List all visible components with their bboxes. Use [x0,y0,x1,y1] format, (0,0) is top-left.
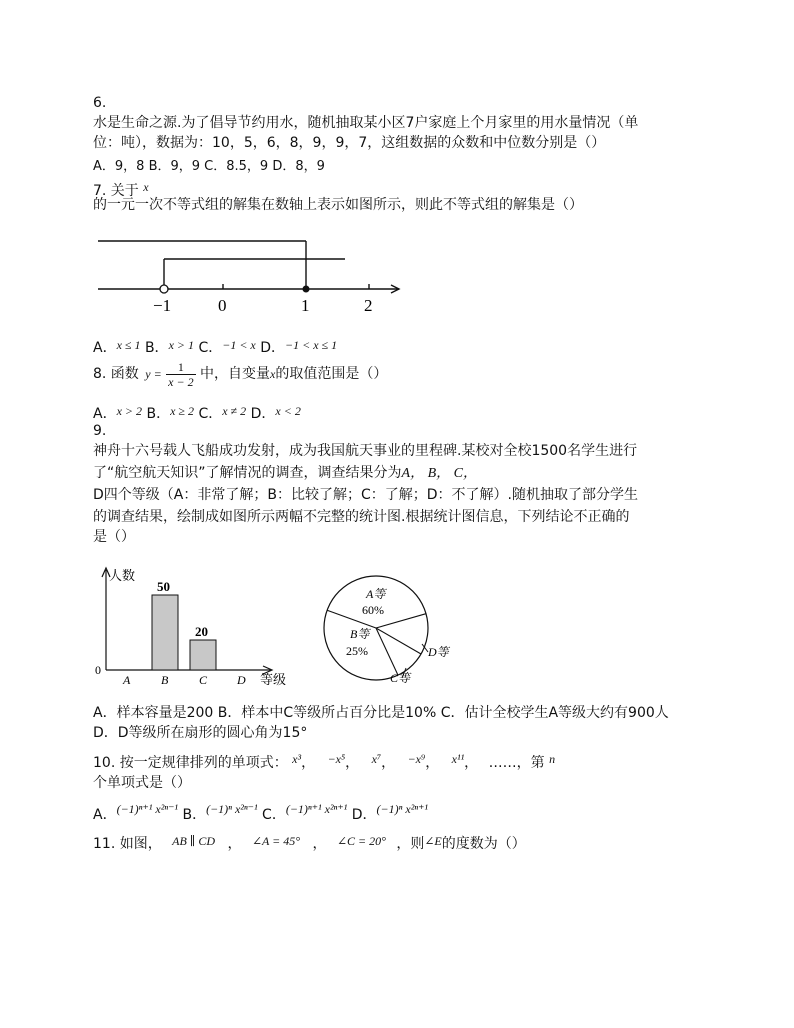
pie-label-c: C等 [390,671,411,685]
q9-line2-vars: A， B， C， [401,466,477,481]
q10-term-3: x⁷ [371,752,382,766]
q7-stem: 的一元一次不等式组的解集在数轴上表示如图所示，则此不等式组的解集是（） [93,197,583,213]
q8-func-lhs: y = [145,367,162,381]
q11-cond3: ∠C = 20° [336,834,386,848]
pie-value-b: 25% [346,644,368,658]
bar-category-c: C [199,673,208,687]
bar-ylabel: 人数 [109,568,136,583]
q7-opt-a-label: A． [93,340,117,356]
q7-number-text: 7. 关于 [93,183,139,199]
q9-options-line2: D．D等级所在扇形的圆心角为15° [93,725,308,741]
q8-stem-end: 的取值范围是（） [275,366,388,382]
q11-target: ∠E [424,834,442,848]
q9-line4: 的调查结果，绘制成如图所示两幅不完整的统计图.根据统计图信息，下列结论不正确的 [93,509,630,525]
q9-line1: 神舟十六号载人飞船成功发射，成为我国航天事业的里程碑.某校对全校1500名学生进行 [93,443,638,459]
bar-data-label-b: 50 [157,579,170,594]
q10-term-4: −x⁹ [407,752,426,766]
open-point-minus1 [160,285,168,293]
q10-number: 10. 按一定规律排列的单项式： [93,755,288,771]
q10-line2: 个单项式是（） [93,775,191,791]
q10-term-2: −x⁵ [327,752,346,766]
q8-stem [93,356,387,392]
bar-c [190,640,216,670]
q8-frac-num: 1 [166,360,195,375]
q7-options [93,336,337,357]
q8-opt-c: x ≠ 2 [222,404,247,418]
q11-cond1: AB ∥ CD [172,834,216,848]
q10-stem: 10. 按一定规律排列的单项式： x³， −x⁵， x⁷， −x⁹， x¹¹， ……，第 n [93,752,556,771]
q7-opt-c: −1 < x [222,338,256,352]
q10-opt-d-label: D． [351,807,377,823]
q8-options [93,402,301,423]
q6-stem-line2: 位：吨），数据为：10，5，6，8，9，9，7，这组数据的众数和中位数分别是（） [93,135,606,151]
bar-origin-label: 0 [95,663,101,677]
pie-value-a: 60% [362,603,384,617]
q8-opt-b-label: B． [146,406,171,422]
q6-stem-line1: 水是生命之源.为了倡导节约用水，随机抽取某小区7户家庭上个月家里的用水量情况（单 [93,115,639,131]
q7-opt-d: −1 < x ≤ 1 [285,338,338,352]
q11-stem-end: 的度数为（） [441,836,526,852]
q9-line3: D四个等级（A：非常了解；B：比较了解；C：了解；D：不了解）.随机抽取了部分学生 [93,487,638,503]
bar-category-a: A [123,673,131,687]
q10-term-1: x³ [292,752,302,766]
q10-opt-a-label: A． [93,807,117,823]
bar-xlabel: 等级 [260,672,287,687]
q10-options [93,800,428,824]
q7-opt-b: x > 1 [168,338,194,352]
q9-pie-chart [318,568,468,688]
q8-opt-d: x < 2 [275,404,301,418]
q7-opt-a: x ≤ 1 [116,338,141,352]
q7-opt-d-label: D． [260,340,285,356]
tick-label-0: 0 [218,296,227,315]
q8-opt-a: x > 2 [116,404,143,418]
pie-label-a: A等 [366,587,386,601]
q7-opt-c-label: C． [198,340,223,356]
q10-opt-d: (−1)ⁿ x²ⁿ⁺¹ [376,802,429,816]
q11-stem-mid: ，则 [396,836,425,852]
q9-line2 [93,464,477,483]
q9-options-line1: A．样本容量是200 B．样本中C等级所占百分比是10% C．估计全校学生A等级大约有900人 [93,705,669,721]
q9-line2-pre: 了“航空航天知识”了解情况的调查，调查结果分为 [93,465,402,481]
bar-category-d: D [237,673,246,687]
q9-bar-chart [93,562,303,690]
q8-number: 8. 函数 [93,366,139,382]
bar-category-b: B [161,673,169,687]
q10-opt-c-label: C． [262,807,286,823]
q10-term-5: x¹¹ [451,752,465,766]
pie-label-b: B等 [350,627,370,641]
q11-stem: 11. 如图， AB ∥ CD ， ∠A = 45° ， ∠C = 20° ，则∠E的度数为（） [93,834,526,852]
q9-number: 9. [93,423,107,439]
q8-frac-den: x − 2 [168,374,194,389]
q7-var: x [143,180,149,194]
q8-var: x [270,367,276,381]
pie-label-d: D等 [428,645,449,659]
q7-number-line [93,235,413,320]
q7-opt-b-label: B． [144,340,169,356]
closed-point-1 [303,286,310,293]
q10-opt-a: (−1)ⁿ⁺¹ x²ⁿ⁻¹ [116,802,179,816]
q6-number: 6. [93,95,107,111]
tick-label-minus1: −1 [153,296,172,315]
q10-opt-b-label: B． [182,807,207,823]
q8-opt-d-label: D． [250,406,276,422]
q10-var: n [549,752,556,766]
bar-data-label-c: 20 [195,624,208,639]
q10-opt-b: (−1)ⁿ x²ⁿ⁻¹ [206,802,258,816]
q11-number: 11. 如图， [93,836,162,852]
q8-opt-c-label: C． [198,406,223,422]
q10-ellipsis: ……，第 [488,755,545,771]
tick-label-2: 2 [364,296,373,315]
tick-label-1: 1 [301,296,310,315]
q8-opt-b: x ≥ 2 [170,404,194,418]
q9-line5: 是（） [93,529,135,545]
q11-cond2: ∠A = 45° [251,834,301,848]
q6-options: A．9，8 B．9，9 C．8.5，9 D．8，9 [93,159,325,174]
q10-opt-c: (−1)ⁿ⁺¹ x²ⁿ⁺¹ [285,802,348,816]
q8-fraction [166,360,195,389]
bar-b [152,595,178,670]
q8-opt-a-label: A． [93,406,117,422]
q8-stem-mid: 中，自变量 [200,366,271,382]
